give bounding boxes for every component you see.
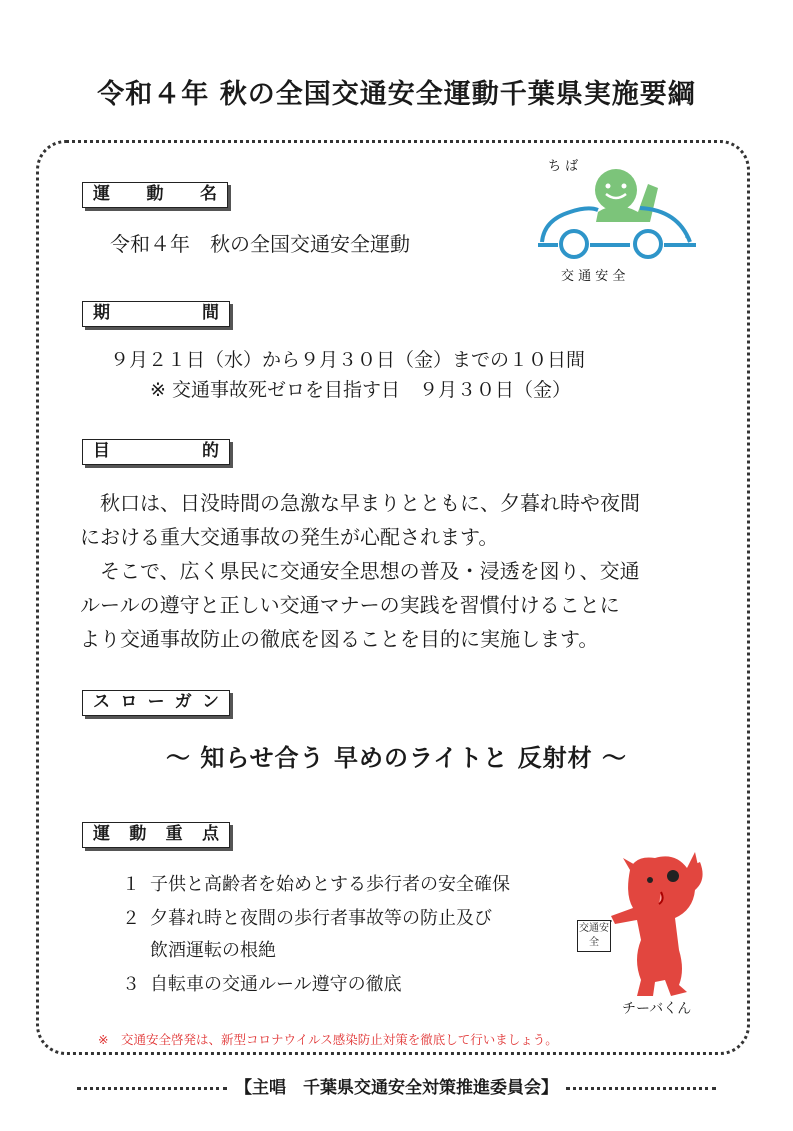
logo-bottom-text: 交 通 安 全 (561, 269, 626, 284)
traffic-safety-sign: 交通安全 (577, 920, 611, 952)
mascot-name: チーバくん (622, 1001, 692, 1017)
car-logo-icon (528, 150, 708, 290)
purpose-line: そこで、広く県民に交通安全思想の普及・浸透を図り、交通 (80, 559, 640, 583)
section-label-period: 期 間 (82, 301, 230, 327)
chiba-traffic-safety-logo (528, 150, 708, 290)
page-title: 令和４年 秋の全国交通安全運動千葉県実施要綱 (97, 79, 696, 110)
priority-item: 飲酒運転の根絶 (150, 940, 276, 961)
footer (0, 1073, 793, 1098)
section-label-priorities: 運 動 重 点 (82, 822, 230, 848)
period-line-1: ９月２１日（水）から９月３０日（金）までの１０日間 (110, 349, 586, 371)
purpose-line: より交通事故防止の徹底を図ることを目的に実施します。 (80, 627, 599, 651)
section-label-slogan: スローガン (82, 690, 230, 716)
period-line-2: ※ 交通事故死ゼロを目指す日 ９月３０日（金） (150, 379, 571, 401)
section-label-purpose: 目 的 (82, 439, 230, 465)
infection-prevention-note: ※ 交通安全啓発は、新型コロナウイルス感染防止対策を徹底して行いましょう。 (98, 1032, 558, 1047)
sponsor-text: 【主唱 千葉県交通安全対策推進委員会】 (235, 1078, 558, 1098)
priority-item: ２ 夕暮れ時と夜間の歩行者事故等の防止及び (122, 908, 492, 929)
purpose-line: ルールの遵守と正しい交通マナーの実践を習慣付けることに (80, 593, 620, 617)
footer-divider-left (77, 1087, 227, 1090)
logo-top-text: ち ば (548, 159, 579, 174)
priority-item: １ 子供と高齢者を始めとする歩行者の安全確保 (122, 874, 510, 895)
purpose-line: 秋口は、日没時間の急激な早まりとともに、夕暮れ時や夜間 (80, 491, 640, 515)
priority-item: ３ 自転車の交通ルール遵守の徹底 (122, 974, 402, 995)
campaign-name: 令和４年 秋の全国交通安全運動 (110, 232, 410, 256)
footer-divider-right (566, 1087, 716, 1090)
purpose-line: における重大交通事故の発生が心配されます。 (80, 525, 499, 549)
slogan-text: ～ 知らせ合う 早めのライトと 反射材 ～ (166, 744, 627, 772)
section-label-name: 運 動 名 (82, 182, 228, 208)
